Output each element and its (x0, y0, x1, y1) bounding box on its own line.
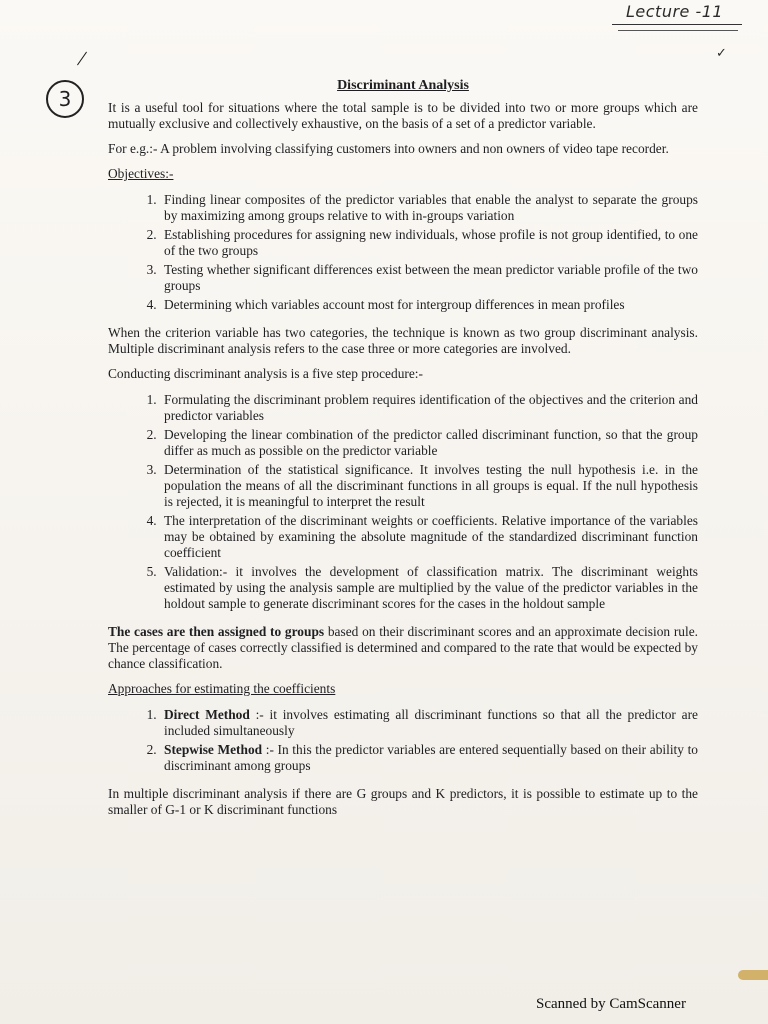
steps-heading: Conducting discriminant analysis is a five step procedure:- (108, 366, 423, 381)
list-item: 2. Establishing procedures for assigning new individuals, whose profile is not group identified, to one of the two groups (160, 227, 698, 259)
objectives-list (108, 192, 698, 313)
list-item: 4. Determining which variables account most for intergroup differences in mean profiles (160, 297, 698, 313)
page-title: Discriminant Analysis (337, 78, 469, 93)
intro-paragraph: It is a useful tool for situations where the total sample is to be divided into two or more groups which are mutually exclusive and collectively exhaustive, on the basis of a set of a predictor variable. (108, 100, 698, 131)
handwritten-underline (612, 24, 742, 25)
list-item: 1. Finding linear composites of the predictor variables that enable the analyst to separate the groups by maximizing among groups relative to with in-groups variation (160, 192, 698, 224)
handwritten-lecture-label: Lecture -11 (626, 2, 724, 21)
list-item: 1. Formulating the discriminant problem requires identification of the objectives and the criterion and predictor variables (160, 392, 698, 424)
list-item: 4. The interpretation of the discriminant weights or coefficients. Relative importance of the variables may be obtained by examining the absolute magnitude of the standardized discriminant function coefficient (160, 513, 698, 561)
page-number-text: 3 (58, 87, 72, 111)
objectives-heading: Objectives:- (108, 166, 174, 181)
handwritten-tick (77, 52, 87, 66)
list-item: 2. Developing the linear combination of the predictor called discriminant function, so that the group differ as much as possible on the predictor variable (160, 427, 698, 459)
approach-label: Stepwise Method (164, 742, 263, 757)
approaches-heading: Approaches for estimating the coefficients (108, 681, 336, 696)
steps-list (108, 392, 698, 612)
handwritten-underline (618, 30, 738, 31)
approach-text: :- it involves estimating all discriminant functions so that all the predictor are included simultaneously (164, 707, 698, 738)
list-item: 5. Validation:- it involves the development of classification matrix. The discriminant weights estimated by using the analysis sample are multiplied by the value of the predictor variables in the holdout sample to generate discriminant scores for the cases in the holdout sample (160, 564, 698, 612)
list-item: 3. Determination of the statistical significance. It involves testing the null hypothesis i.e. in the population the means of all the discriminant functions in all groups is equal. If the null hypothesis is rejected, it is meaningful to interpret the result (160, 462, 698, 510)
approaches-list (108, 707, 698, 774)
cases-bold-text: The cases are then assigned to groups (108, 624, 325, 639)
criterion-paragraph: When the criterion variable has two categories, the technique is known as two group discriminant analysis. Multiple discriminant analysis refers to the case three or more categories are involved. (108, 325, 698, 356)
approach-text: :- In this the predictor variables are entered sequentially based on their ability to discriminant among groups (164, 742, 699, 773)
handwritten-corner-mark: ✓ (716, 46, 727, 61)
example-paragraph: For e.g.:- A problem involving classifying customers into owners and non owners of video tape recorder. (108, 141, 669, 156)
multiple-paragraph: In multiple discriminant analysis if there are G groups and K predictors, it is possible to estimate up to the smaller of G-1 or K discriminant functions (108, 786, 698, 817)
document-body (108, 78, 698, 827)
list-item (160, 707, 698, 739)
scanner-watermark: Scanned by CamScanner (536, 996, 686, 1012)
handwritten-page-number (46, 80, 84, 118)
list-item (160, 742, 698, 774)
paper-stain (738, 970, 768, 980)
cases-rest-text: based on their discriminant scores and an approximate decision rule. The percentage of cases correctly classified is determined and compared to the rate that would be expected by chance classification. (108, 624, 698, 671)
cases-paragraph (108, 624, 698, 672)
approach-label: Direct Method (164, 707, 250, 722)
list-item: 3. Testing whether significant differences exist between the mean predictor variable profile of the two groups (160, 262, 698, 294)
